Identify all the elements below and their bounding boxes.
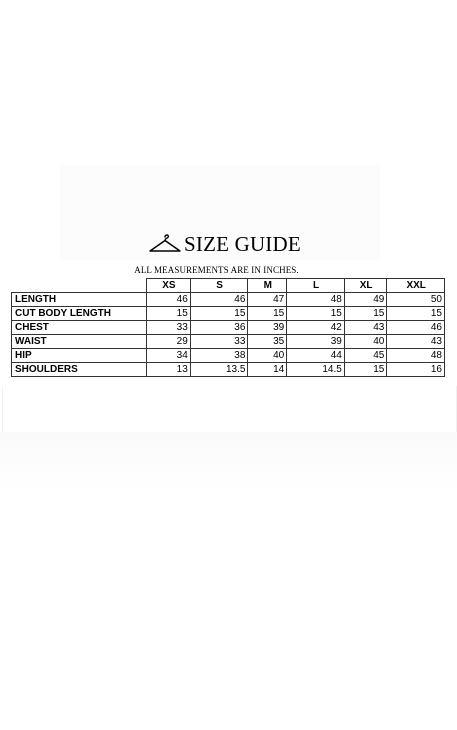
row-label: CUT BODY LENGTH (12, 307, 147, 321)
table-cell: 16 (387, 363, 445, 377)
table-row (12, 335, 445, 349)
table-row (12, 349, 445, 363)
page-title: SIZE GUIDE (184, 231, 301, 256)
table-cell: 14 (248, 363, 287, 377)
measurement-note: ALL MEASUREMENTS ARE IN INCHES. (134, 265, 299, 275)
row-label: HIP (12, 349, 147, 363)
table-cell: 13.5 (190, 363, 248, 377)
table-cell: 15 (190, 307, 248, 321)
table-cell: 29 (147, 335, 191, 349)
column-header-xxl: XXL (387, 279, 445, 293)
row-label: WAIST (12, 335, 147, 349)
table-cell: 36 (190, 321, 248, 335)
table-cell: 33 (190, 335, 248, 349)
table-cell: 38 (190, 349, 248, 363)
table-cell: 47 (248, 293, 287, 307)
column-header-s: S (190, 279, 248, 293)
table-cell: 15 (344, 307, 387, 321)
table-cell: 48 (387, 349, 445, 363)
size-guide-header (148, 229, 301, 259)
column-header-xl: XL (344, 279, 387, 293)
table-cell: 13 (147, 363, 191, 377)
column-header-l: L (287, 279, 345, 293)
table-cell: 46 (387, 321, 445, 335)
table-cell: 48 (287, 293, 345, 307)
table-cell: 40 (248, 349, 287, 363)
table-cell: 45 (344, 349, 387, 363)
table-row (12, 321, 445, 335)
table-cell: 15 (344, 363, 387, 377)
table-cell: 35 (248, 335, 287, 349)
hanger-icon (148, 234, 182, 254)
table-cell: 14.5 (287, 363, 345, 377)
table-cell: 50 (387, 293, 445, 307)
table-row (12, 293, 445, 307)
table-cell: 46 (190, 293, 248, 307)
table-cell: 15 (287, 307, 345, 321)
row-label: SHOULDERS (12, 363, 147, 377)
row-label: CHEST (12, 321, 147, 335)
table-corner-cell (12, 279, 147, 293)
table-cell: 40 (344, 335, 387, 349)
lower-faint-panel (2, 386, 457, 433)
table-cell: 46 (147, 293, 191, 307)
table-cell: 42 (287, 321, 345, 335)
table-cell: 34 (147, 349, 191, 363)
table-row (12, 307, 445, 321)
table-row (12, 363, 445, 377)
column-header-m: M (248, 279, 287, 293)
lower-faint-shade (0, 432, 457, 492)
table-cell: 15 (248, 307, 287, 321)
table-cell: 33 (147, 321, 191, 335)
table-cell: 43 (387, 335, 445, 349)
table-cell: 15 (387, 307, 445, 321)
table-cell: 43 (344, 321, 387, 335)
size-table (11, 278, 445, 377)
table-cell: 39 (287, 335, 345, 349)
table-header-row (12, 279, 445, 293)
table-cell: 44 (287, 349, 345, 363)
table-cell: 49 (344, 293, 387, 307)
row-label: LENGTH (12, 293, 147, 307)
table-cell: 15 (147, 307, 191, 321)
column-header-xs: XS (147, 279, 191, 293)
table-cell: 39 (248, 321, 287, 335)
